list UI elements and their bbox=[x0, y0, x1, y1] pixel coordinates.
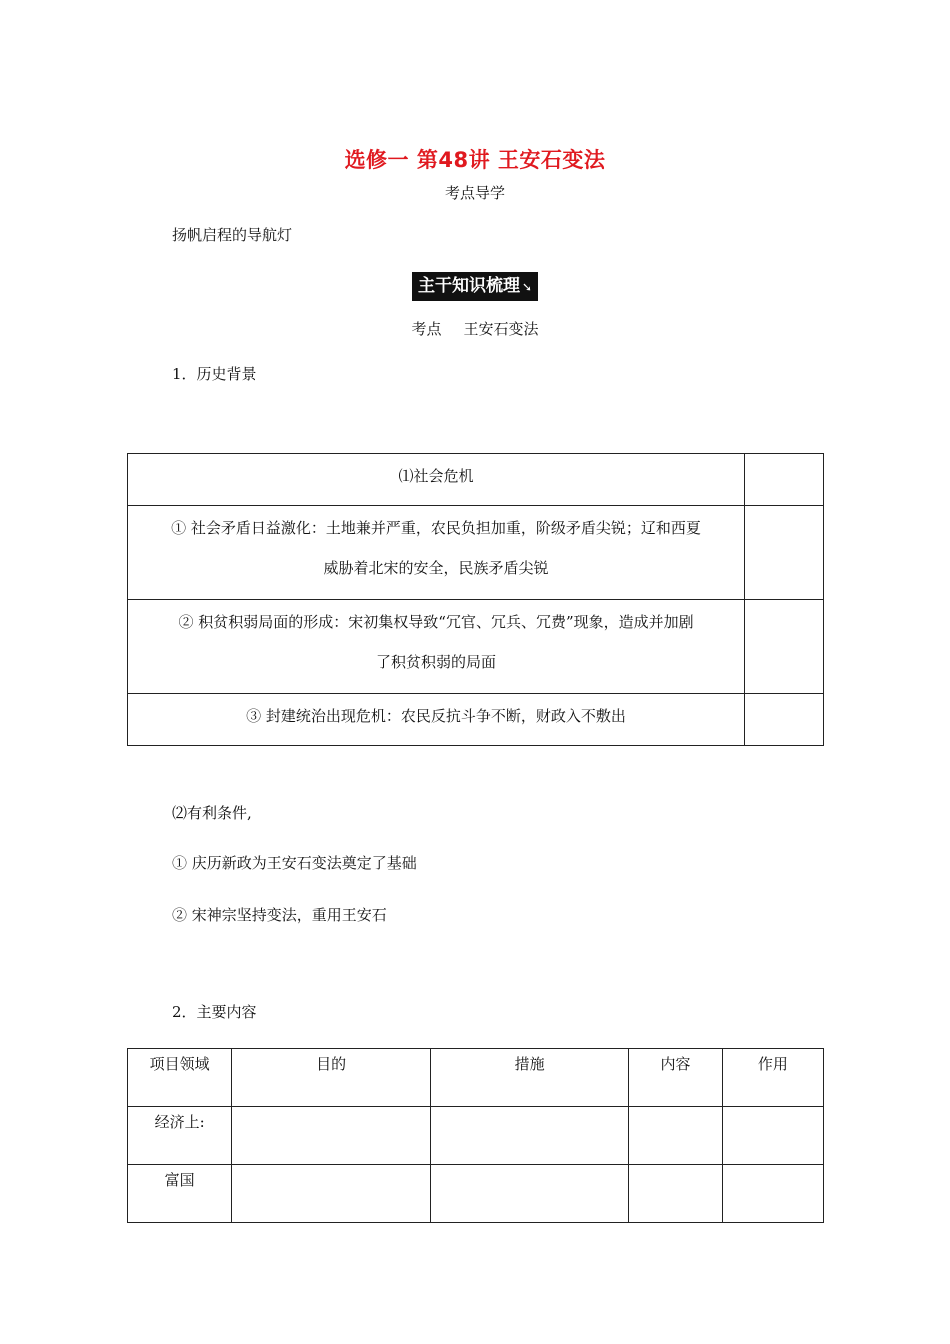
table-cell bbox=[722, 1107, 823, 1165]
table-cell bbox=[232, 1165, 431, 1223]
table-cell bbox=[629, 1107, 722, 1165]
table-cell bbox=[430, 1107, 629, 1165]
column-header: 项目领域 bbox=[128, 1049, 232, 1107]
table-row bbox=[128, 454, 824, 506]
table-cell-empty bbox=[745, 694, 824, 746]
background-table bbox=[127, 453, 824, 746]
banner-container bbox=[0, 272, 950, 301]
favorable-item: ② 宋神宗坚持变法，重用王安石 bbox=[172, 906, 387, 924]
table-cell bbox=[722, 1165, 823, 1223]
table-header-row bbox=[128, 1049, 824, 1107]
banner-label: 主干知识梳理 bbox=[417, 276, 520, 296]
kaodian-topic: 王安石变法 bbox=[463, 320, 539, 338]
column-header: 内容 bbox=[629, 1049, 722, 1107]
column-header: 作用 bbox=[722, 1049, 823, 1107]
table-cell: ② 积贫积弱局面的形成：宋初集权导致“冗官、冗兵、冗费”现象，造成并加剧 了积贫积弱的局面 bbox=[128, 600, 745, 694]
table-cell bbox=[232, 1107, 431, 1165]
table-cell: ⑴社会危机 bbox=[128, 454, 745, 506]
intro-text: 扬帆启程的导航灯 bbox=[172, 226, 293, 244]
content-table bbox=[127, 1048, 824, 1223]
table-cell: 富国 bbox=[128, 1165, 232, 1223]
table-row bbox=[128, 600, 824, 694]
favorable-item: ① 庆历新政为王安石变法奠定了基础 bbox=[172, 854, 417, 872]
table-cell-empty bbox=[745, 454, 824, 506]
table-row bbox=[128, 694, 824, 746]
page-subtitle: 考点导学 bbox=[444, 184, 505, 202]
table-cell-empty bbox=[745, 600, 824, 694]
table-cell-empty bbox=[745, 506, 824, 600]
column-header: 措施 bbox=[430, 1049, 629, 1107]
page-title: 选修一 第48讲 王安石变法 bbox=[344, 148, 606, 172]
table-cell bbox=[629, 1165, 722, 1223]
table-cell: ① 社会矛盾日益激化：土地兼并严重，农民负担加重，阶级矛盾尖锐；辽和西夏 威胁着北宋的安全，民族矛盾尖锐 bbox=[128, 506, 745, 600]
table-cell bbox=[430, 1165, 629, 1223]
table-cell: ③ 封建统治出现危机：农民反抗斗争不断，财政入不敷出 bbox=[128, 694, 745, 746]
section-heading-content: 2．主要内容 bbox=[172, 1003, 257, 1021]
section-banner bbox=[412, 272, 538, 301]
favorable-heading: ⑵有利条件, bbox=[172, 804, 252, 822]
kaodian-heading bbox=[0, 318, 950, 339]
section-heading-background: 1．历史背景 bbox=[172, 365, 257, 383]
table-row bbox=[128, 1165, 824, 1223]
table-cell: 经济上: bbox=[128, 1107, 232, 1165]
kaodian-label: 考点 bbox=[411, 320, 442, 338]
table-row bbox=[128, 1107, 824, 1165]
table-row bbox=[128, 506, 824, 600]
column-header: 目的 bbox=[232, 1049, 431, 1107]
arrow-icon: ➘ bbox=[521, 280, 533, 294]
